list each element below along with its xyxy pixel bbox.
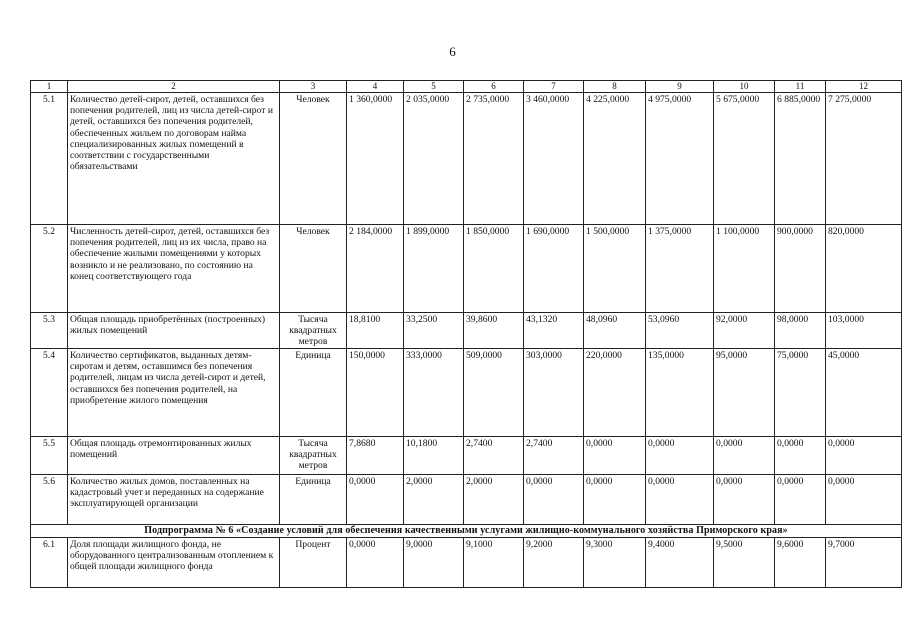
indicator-name: Численность детей-сирот, детей, оставшихся без попечения родителей, лиц из их числа, право на обеспечение жилыми помещениями у которых возникло и не реализовано, по состоянию на конец соответствующего года [68,225,280,313]
table-row [31,313,902,349]
value-cell: 2,0000 [404,475,464,525]
value-cell: 2,0000 [464,475,524,525]
column-number: 5 [404,81,464,93]
row-number: 5.6 [31,475,68,525]
value-cell: 150,0000 [347,349,404,437]
indicator-name: Общая площадь отремонтированных жилых помещений [68,437,280,475]
value-cell: 0,0000 [646,437,714,475]
value-cell: 6 885,0000 [775,93,826,225]
value-cell: 9,6000 [775,538,826,588]
value-cell: 0,0000 [524,475,584,525]
value-cell: 10,1800 [404,437,464,475]
value-cell: 0,0000 [714,475,775,525]
row-number: 5.5 [31,437,68,475]
unit-of-measure: Тысяча квадратных метров [280,313,347,349]
row-number: 5.4 [31,349,68,437]
value-cell: 333,0000 [404,349,464,437]
unit-of-measure: Человек [280,93,347,225]
row-number: 5.2 [31,225,68,313]
value-cell: 53,0960 [646,313,714,349]
value-cell: 0,0000 [584,437,646,475]
value-cell: 9,2000 [524,538,584,588]
value-cell: 45,0000 [826,349,902,437]
table-row [31,93,902,225]
value-cell: 18,8100 [347,313,404,349]
value-cell: 0,0000 [646,475,714,525]
value-cell: 48,0960 [584,313,646,349]
value-cell: 9,5000 [714,538,775,588]
value-cell: 33,2500 [404,313,464,349]
value-cell: 4 975,0000 [646,93,714,225]
value-cell: 0,0000 [347,475,404,525]
value-cell: 0,0000 [775,437,826,475]
value-cell: 2,7400 [524,437,584,475]
unit-of-measure: Тысяча квадратных метров [280,437,347,475]
value-cell: 2,7400 [464,437,524,475]
value-cell: 0,0000 [714,437,775,475]
indicator-name: Доля площади жилищного фонда, не оборудованного централизованным отоплением к общей площади жилищного фонда [68,538,280,588]
value-cell: 820,0000 [826,225,902,313]
value-cell: 9,3000 [584,538,646,588]
value-cell: 9,0000 [404,538,464,588]
value-cell: 1 375,0000 [646,225,714,313]
value-cell: 0,0000 [826,437,902,475]
value-cell: 43,1320 [524,313,584,349]
table-row [31,538,902,588]
value-cell: 9,7000 [826,538,902,588]
unit-of-measure: Человек [280,225,347,313]
value-cell: 0,0000 [826,475,902,525]
unit-of-measure: Единица [280,349,347,437]
value-cell: 103,0000 [826,313,902,349]
value-cell: 92,0000 [714,313,775,349]
value-cell: 98,0000 [775,313,826,349]
row-number: 6.1 [31,538,68,588]
unit-of-measure: Процент [280,538,347,588]
column-number: 3 [280,81,347,93]
value-cell: 75,0000 [775,349,826,437]
value-cell: 135,0000 [646,349,714,437]
value-cell: 1 899,0000 [404,225,464,313]
unit-of-measure: Единица [280,475,347,525]
value-cell: 2 035,0000 [404,93,464,225]
value-cell: 9,1000 [464,538,524,588]
row-number: 5.3 [31,313,68,349]
value-cell: 303,0000 [524,349,584,437]
indicator-name: Общая площадь приобретённых (построенных) жилых помещений [68,313,280,349]
value-cell: 2 184,0000 [347,225,404,313]
row-number: 5.1 [31,93,68,225]
value-cell: 7,8680 [347,437,404,475]
column-number: 11 [775,81,826,93]
value-cell: 1 690,0000 [524,225,584,313]
value-cell: 1 500,0000 [584,225,646,313]
value-cell: 5 675,0000 [714,93,775,225]
indicator-name: Количество детей-сирот, детей, оставшихся без попечения родителей, лиц из числа детей-сирот и детей, оставшихся без попечения родителей, обеспеченных жильем по договорам найма специализированных жилых помещений в соответствии с государственными обязательствами [68,93,280,225]
column-number: 9 [646,81,714,93]
subprogram-row [31,525,902,538]
indicators-table [30,80,902,588]
column-number: 8 [584,81,646,93]
column-number: 10 [714,81,775,93]
column-number: 7 [524,81,584,93]
column-number: 12 [826,81,902,93]
value-cell: 900,0000 [775,225,826,313]
column-number: 1 [31,81,68,93]
value-cell: 95,0000 [714,349,775,437]
value-cell: 9,4000 [646,538,714,588]
value-cell: 1 360,0000 [347,93,404,225]
value-cell: 220,0000 [584,349,646,437]
value-cell: 0,0000 [775,475,826,525]
value-cell: 7 275,0000 [826,93,902,225]
column-number: 6 [464,81,524,93]
value-cell: 4 225,0000 [584,93,646,225]
value-cell: 2 735,0000 [464,93,524,225]
value-cell: 1 100,0000 [714,225,775,313]
table-row [31,437,902,475]
table-row [31,475,902,525]
value-cell: 0,0000 [347,538,404,588]
value-cell: 39,8600 [464,313,524,349]
column-number: 2 [68,81,280,93]
indicator-name: Количество жилых домов, поставленных на кадастровый учет и переданных на содержание эксплуатирующей организации [68,475,280,525]
subprogram-title: Подпрограмма № 6 «Создание условий для обеспечения качественными услугами жилищно-коммунального хозяйства Приморского края» [31,525,902,538]
value-cell: 1 850,0000 [464,225,524,313]
value-cell: 3 460,0000 [524,93,584,225]
value-cell: 0,0000 [584,475,646,525]
column-number-row [31,81,902,93]
page-number: 6 [449,44,456,59]
table-row [31,349,902,437]
value-cell: 509,0000 [464,349,524,437]
table-row [31,225,902,313]
column-number: 4 [347,81,404,93]
indicator-name: Количество сертификатов, выданных детям-сиротам и детям, оставшимся без попечения родителей, лицам из числа детей-сирот и детей, оставшихся без попечения родителей, на приобретение жилого помещения [68,349,280,437]
